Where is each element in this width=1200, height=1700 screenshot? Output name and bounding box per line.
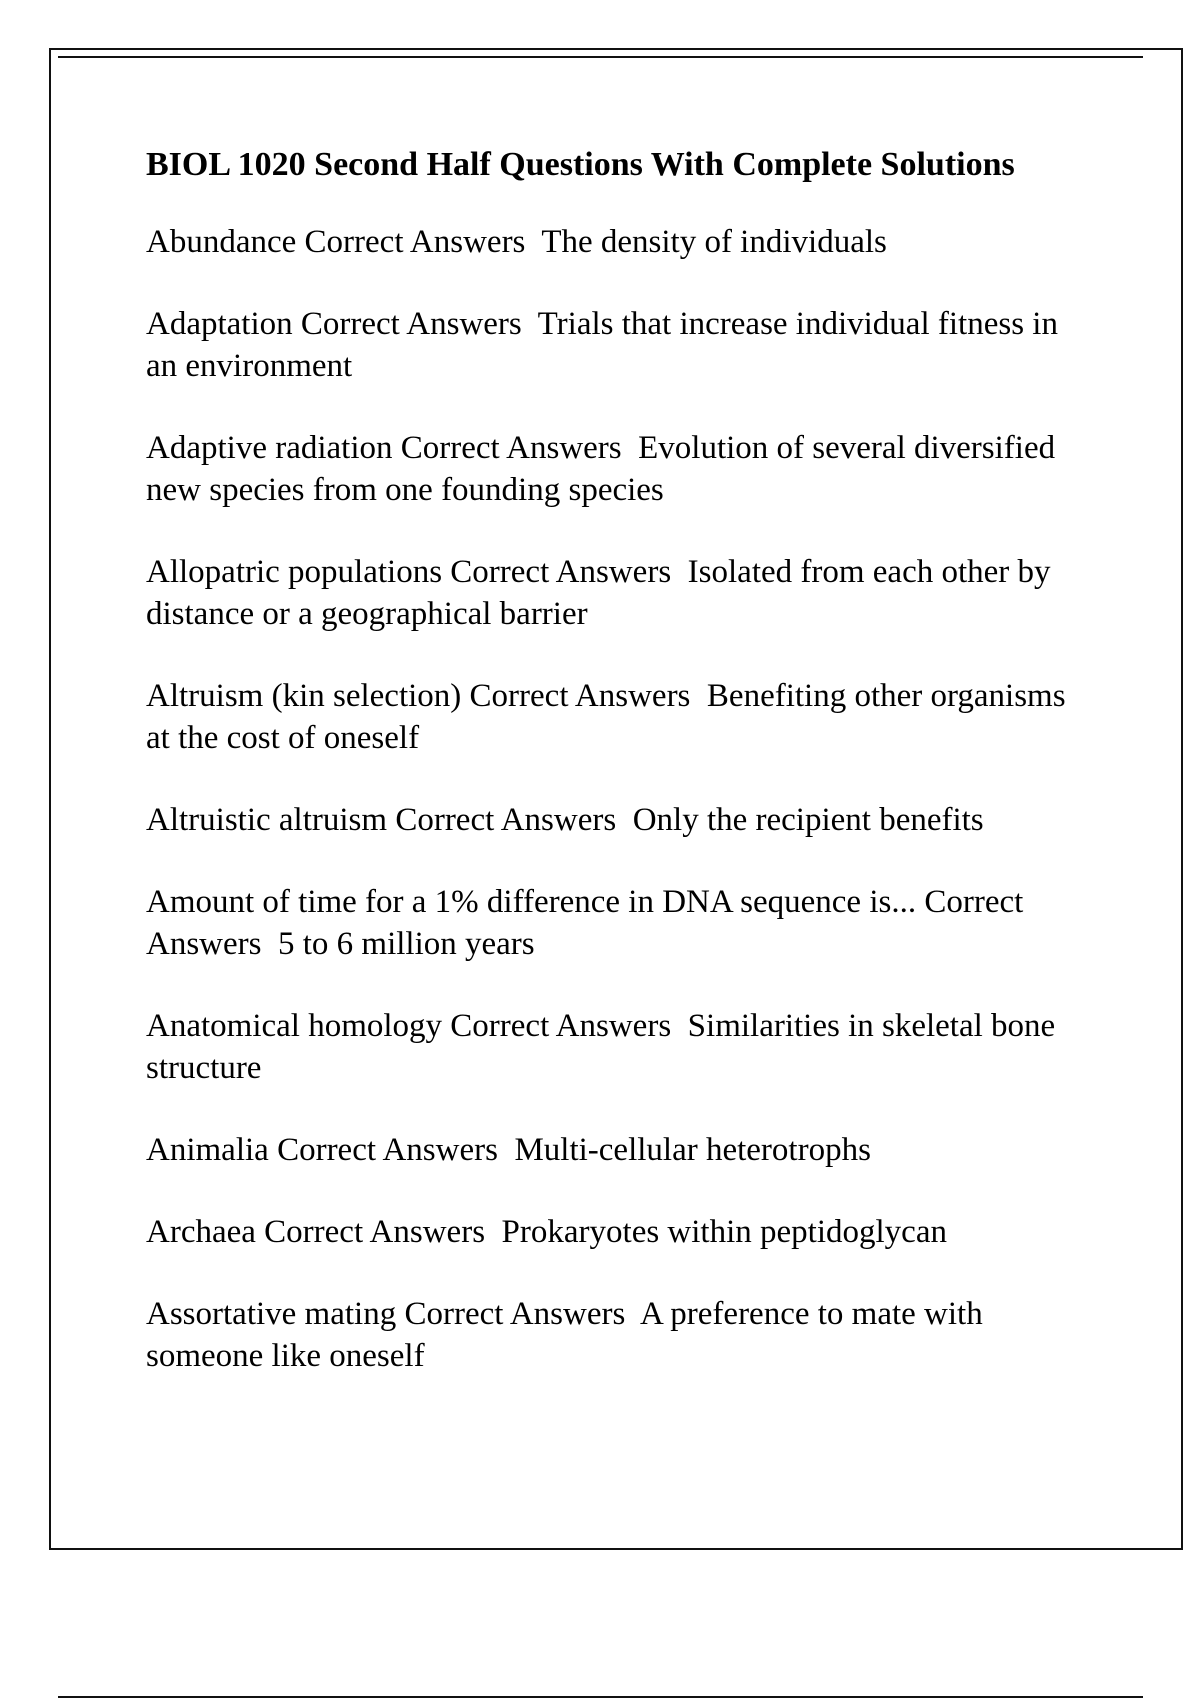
flashcard-entry — [146, 881, 1096, 965]
flashcard-entry — [146, 1129, 1096, 1171]
entry-answer: A preference to mate with someone like oneself — [146, 1296, 991, 1374]
document-title: BIOL 1020 Second Half Questions With Complete Solutions — [146, 146, 1015, 183]
entry-answer: 5 to 6 million years — [277, 926, 535, 962]
entry-term: Anatomical homology — [146, 1008, 443, 1044]
document-body — [146, 143, 1096, 1417]
entry-answer: Prokaryotes within peptidoglycan — [501, 1214, 947, 1250]
entry-separator: Correct Answers — [400, 430, 622, 466]
flashcard-entry — [146, 1005, 1096, 1089]
entry-separator: Correct Answers — [146, 884, 1030, 962]
flashcard-entry — [146, 1211, 1096, 1253]
flashcard-entry — [146, 799, 1096, 841]
entry-term: Animalia — [146, 1132, 269, 1168]
entry-separator: Correct Answers — [277, 1132, 498, 1168]
entry-term: Altruistic altruism — [146, 802, 388, 838]
entry-answer: Isolated from each other by distance or a geographical barrier — [146, 554, 1059, 632]
entry-term: Altruism (kin selection) — [146, 678, 462, 714]
entry-separator: Correct Answers — [450, 1008, 672, 1044]
entry-term: Assortative mating — [146, 1296, 397, 1332]
entry-separator: Correct Answers — [404, 1296, 626, 1332]
flashcard-entry — [146, 551, 1096, 635]
entry-term: Archaea — [146, 1214, 256, 1250]
flashcard-entry — [146, 675, 1096, 759]
entry-answer: Similarities in skeletal bone structure — [146, 1008, 1064, 1086]
entry-answer: Only the recipient benefits — [632, 802, 984, 838]
flashcard-entry — [146, 1293, 1096, 1377]
entry-separator: Correct Answers — [264, 1214, 486, 1250]
entry-term: Allopatric populations — [146, 554, 443, 590]
entry-answer: Evolution of several diversified new species from one founding species — [146, 430, 1064, 508]
top-rule — [58, 56, 1143, 58]
flashcard-entry — [146, 427, 1096, 511]
entry-term: Adaptive radiation — [146, 430, 393, 466]
entry-term: Adaptation — [146, 306, 293, 342]
entry-term: Amount of time for a 1% difference in DNA sequence is... — [146, 884, 917, 920]
entry-separator: Correct Answers — [304, 224, 526, 260]
entry-answer: Benefiting other organisms at the cost of oneself — [146, 678, 1074, 756]
flashcard-entry — [146, 303, 1096, 387]
bottom-rule — [58, 1696, 1143, 1698]
entry-separator: Correct Answers — [395, 802, 617, 838]
entry-term: Abundance — [146, 224, 297, 260]
entry-answer: Trials that increase individual fitness in an environment — [146, 306, 1067, 384]
entry-separator: Correct Answers — [300, 306, 522, 342]
entry-answer: The density of individuals — [541, 224, 887, 260]
entry-answer: Multi-cellular heterotrophs — [514, 1132, 871, 1168]
flashcard-list — [146, 221, 1096, 1377]
flashcard-entry — [146, 221, 1096, 263]
entry-separator: Correct Answers — [450, 554, 672, 590]
entry-separator: Correct Answers — [469, 678, 691, 714]
